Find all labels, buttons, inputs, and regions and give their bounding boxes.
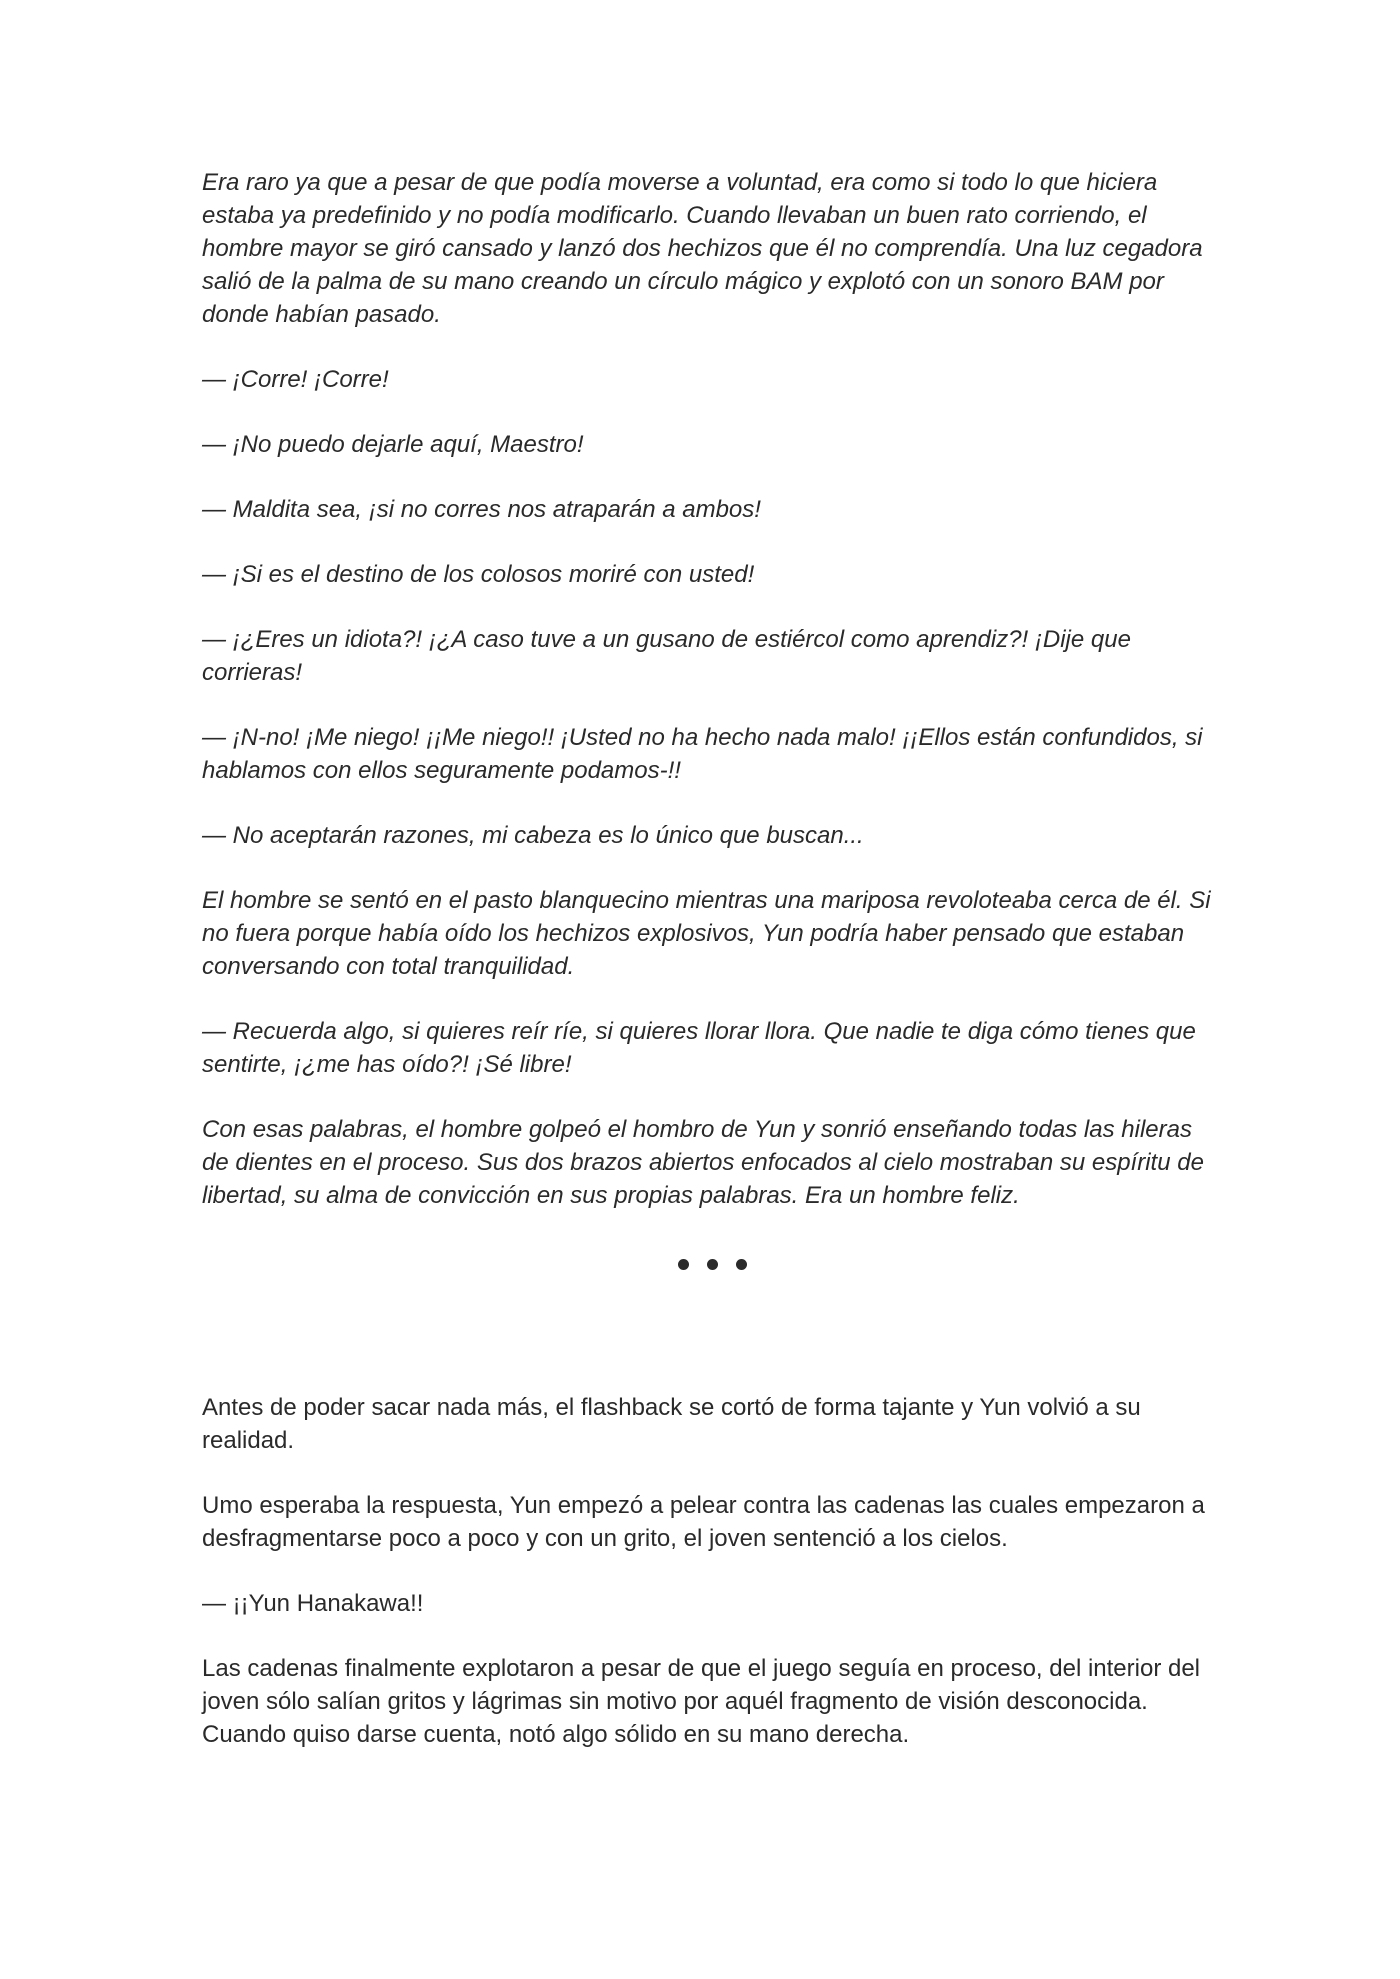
dialogue-line: — ¡No puedo dejarle aquí, Maestro! xyxy=(202,431,584,458)
document-body xyxy=(202,166,1222,1783)
dialogue-line: — ¡¿Eres un idiota?! ¡¿A caso tuve a un gusano de estiércol como aprendiz?! ¡Dije que corrieras! xyxy=(202,626,1131,686)
dialogue-line: — Recuerda algo, si quieres reír ríe, si quieres llorar llora. Que nadie te diga cómo tienes que sentirte, ¡¿me has oído?! ¡Sé libre! xyxy=(202,1018,1196,1078)
dialogue-line: — Maldita sea, ¡si no corres nos atraparán a ambos! xyxy=(202,496,761,523)
paragraph: Umo esperaba la respuesta, Yun empezó a pelear contra las cadenas las cuales empezaron a desfragmentarse poco a poco y con un grito, el joven sentenció a los cielos. xyxy=(202,1492,1205,1552)
present-section xyxy=(202,1391,1222,1751)
dialogue-line: — ¡Corre! ¡Corre! xyxy=(202,366,389,393)
dialogue-line: — ¡Si es el destino de los colosos moriré con usted! xyxy=(202,561,755,588)
scene-break-separator xyxy=(202,1248,1222,1281)
separator-dot xyxy=(678,1259,689,1270)
dialogue-line: — ¡¡Yun Hanakawa!! xyxy=(202,1590,424,1617)
paragraph: Antes de poder sacar nada más, el flashback se cortó de forma tajante y Yun volvió a su realidad. xyxy=(202,1394,1141,1454)
dialogue-line: — ¡N-no! ¡Me niego! ¡¡Me niego!! ¡Usted no ha hecho nada malo! ¡¡Ellos están confundidos, si hablamos con ellos seguramente podamos-!! xyxy=(202,724,1203,784)
paragraph: Las cadenas finalmente explotaron a pesar de que el juego seguía en proceso, del interior del joven sólo salían gritos y lágrimas sin motivo por aquél fragmento de visión desconocida. Cuando quiso darse cuenta, notó algo sólido en su mano derecha. xyxy=(202,1655,1201,1748)
separator-dot xyxy=(736,1259,747,1270)
dialogue-line: — No aceptarán razones, mi cabeza es lo único que buscan... xyxy=(202,822,864,849)
paragraph: Era raro ya que a pesar de que podía moverse a voluntad, era como si todo lo que hiciera estaba ya predefinido y no podía modificarlo. Cuando llevaban un buen rato corriendo, el hombre mayor se giró cansado y lanzó dos hechizos que él no comprendía. Una luz cegadora salió de la palma de su mano creando un círculo mágico y explotó con un sonoro BAM por donde habían pasado. xyxy=(202,169,1203,328)
separator-dot xyxy=(707,1259,718,1270)
paragraph: Con esas palabras, el hombre golpeó el hombro de Yun y sonrió enseñando todas las hileras de dientes en el proceso. Sus dos brazos abiertos enfocados al cielo mostraban su espíritu de libertad, su alma de convicción en sus propias palabras. Era un hombre feliz. xyxy=(202,1116,1204,1209)
paragraph: El hombre se sentó en el pasto blanquecino mientras una mariposa revoloteaba cerca de él. Si no fuera porque había oído los hechizos explosivos, Yun podría haber pensado que estaban conversando con total tranquilidad. xyxy=(202,887,1211,980)
flashback-section xyxy=(202,166,1222,1212)
